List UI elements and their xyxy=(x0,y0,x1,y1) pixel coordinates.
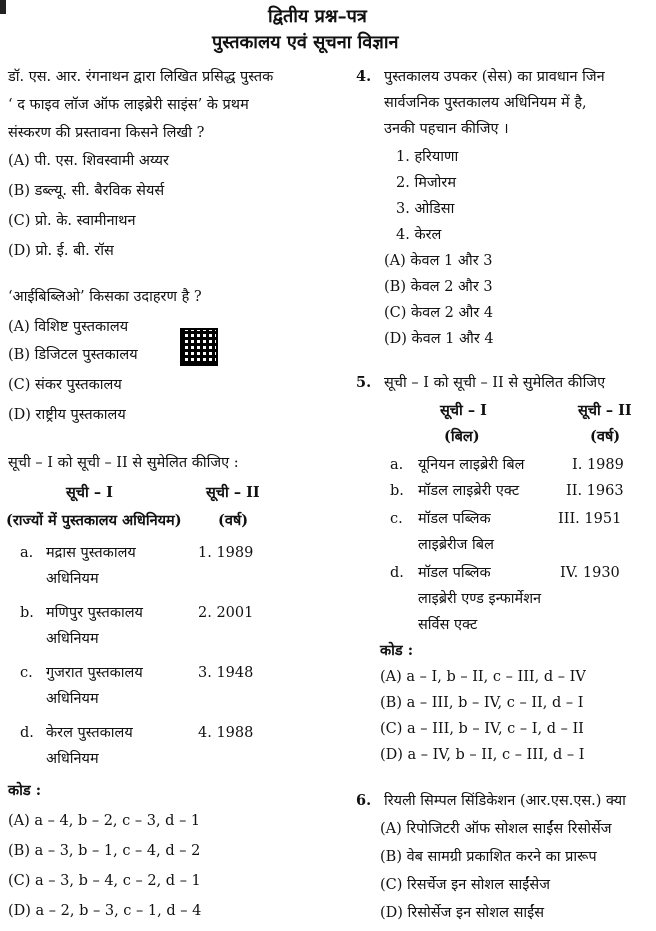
q5-row-b-text: मॉडल लाइब्रेरी एक्ट xyxy=(418,483,520,499)
q2-option-a: (A) पी. एस. शिवस्वामी अय्यर xyxy=(8,153,169,169)
q5-row-d-text: मॉडल पब्लिक xyxy=(418,565,491,581)
q2-option-c: (C) प्रो. के. स्वामीनाथन xyxy=(8,213,136,229)
q3-option-d: (D) राष्ट्रीय पुस्तकालय xyxy=(8,407,126,423)
qr-code-icon xyxy=(180,328,218,366)
match-left-row-c-text2: अधिनियम xyxy=(46,691,99,707)
q4-line-1: पुस्तकालय उपकर (सेस) का प्रावधान जिन xyxy=(384,69,605,85)
q6-option-b: (B) वेब सामग्री प्रकाशित करने का प्रारूप xyxy=(380,849,597,865)
page-corner-mark xyxy=(0,0,6,14)
match-left-header-2: सूची – II xyxy=(206,484,260,501)
q5-row-d-text2: लाइब्रेरी एण्ड इन्फार्मेशन xyxy=(418,591,542,607)
match-left-row-c-letter: c. xyxy=(20,665,33,681)
q3-option-c: (C) संकर पुस्तकालय xyxy=(8,377,122,393)
match-left-row-b-letter: b. xyxy=(20,605,34,621)
q5-header-1: सूची – I xyxy=(440,402,487,419)
q5-row-a-text: यूनियन लाइब्रेरी बिल xyxy=(418,457,525,473)
match-left-row-b-text2: अधिनियम xyxy=(46,631,99,647)
q4-item-3: 3. ओडिसा xyxy=(396,201,455,217)
q5-subheader-2: (वर्ष) xyxy=(590,428,621,445)
q4-item-2: 2. मिजोरम xyxy=(396,175,456,191)
match-left-row-d-text2: अधिनियम xyxy=(46,751,99,767)
q4-line-3: उनकी पहचान कीजिए । xyxy=(384,121,509,137)
q4-number: 4. xyxy=(356,68,372,85)
q5-code-a: (A) a – I, b – II, c – III, d – IV xyxy=(380,669,586,685)
q5-row-c-year: III. 1951 xyxy=(558,511,622,527)
match-left-stem: सूची – I को सूची – II से सुमेलित कीजिए : xyxy=(8,455,239,471)
q3-option-b: (B) डिजिटल पुस्तकालय xyxy=(8,347,138,363)
q5-code-label: कोड : xyxy=(380,642,414,659)
match-left-row-d-year: 4. 1988 xyxy=(198,725,254,741)
q2-line-2: ‘ द फाइव लॉज ऑफ लाइब्रेरी साइंस’ के प्रथम xyxy=(8,97,249,113)
match-left-row-a-text2: अधिनियम xyxy=(46,571,99,587)
match-left-header-1: सूची – I xyxy=(66,484,113,501)
q2-option-d: (D) प्रो. ई. बी. रॉस xyxy=(8,243,114,259)
q5-row-b-letter: b. xyxy=(390,483,404,499)
match-left-subheader-1: (राज्यों में पुस्तकालय अधिनियम) xyxy=(6,512,182,529)
match-left-row-d-text: केरल पुस्तकालय xyxy=(46,725,133,741)
match-left-code-c: (C) a – 3, b – 4, c – 2, d – 1 xyxy=(8,873,201,889)
q6-option-d: (D) रिसोर्सेज इन सोशल साईंस xyxy=(380,905,545,921)
q5-code-c: (C) a – III, b – IV, c – I, d – II xyxy=(380,721,584,737)
match-left-row-a-year: 1. 1989 xyxy=(198,545,254,561)
q5-subheader-1: (बिल) xyxy=(444,428,480,445)
q5-row-a-letter: a. xyxy=(390,457,404,473)
match-left-row-b-text: मणिपुर पुस्तकालय xyxy=(46,605,143,621)
q4-option-a: (A) केवल 1 और 3 xyxy=(384,253,493,269)
q4-item-4: 4. केरल xyxy=(396,227,442,243)
q3-option-a: (A) विशिष्ट पुस्तकालय xyxy=(8,319,129,335)
q5-header-2: सूची – II xyxy=(578,402,632,419)
q5-row-d-letter: d. xyxy=(390,565,404,581)
q2-option-b: (B) डब्ल्यू. सी. बैरविक सेयर्स xyxy=(8,183,165,199)
q5-number: 5. xyxy=(356,374,372,391)
page-title: द्वितीय प्रश्न–पत्र xyxy=(268,6,367,27)
q5-row-c-letter: c. xyxy=(390,511,403,527)
q5-row-c-text2: लाइब्रेरीज बिल xyxy=(418,537,494,553)
q5-code-b: (B) a – III, b – IV, c – II, d – I xyxy=(380,695,584,711)
match-left-row-a-letter: a. xyxy=(20,545,34,561)
q4-option-d: (D) केवल 1 और 4 xyxy=(384,331,494,347)
q5-row-a-year: I. 1989 xyxy=(572,457,624,473)
q5-row-d-year: IV. 1930 xyxy=(560,565,620,581)
match-left-row-c-text: गुजरात पुस्तकालय xyxy=(46,665,143,681)
match-left-row-b-year: 2. 2001 xyxy=(198,605,254,621)
q4-option-b: (B) केवल 2 और 3 xyxy=(384,279,493,295)
q6-option-a: (A) रिपोजिटरी ऑफ सोशल साईंस रिसोर्सेज xyxy=(380,821,612,837)
q6-number: 6. xyxy=(356,792,372,809)
q2-line-1: डॉ. एस. आर. रंगनाथन द्वारा लिखित प्रसिद्ध पुस्तक xyxy=(8,69,274,85)
q5-row-d-text3: सर्विस एक्ट xyxy=(418,617,478,633)
q3-stem: ‘आईबिब्लिओ’ किसका उदाहरण है ? xyxy=(8,289,202,305)
q4-line-2: सार्वजनिक पुस्तकालय अधिनियम में है, xyxy=(384,95,587,111)
q6-option-c: (C) रिसर्चेज इन सोशल साईंसेज xyxy=(380,877,550,893)
match-left-code-d: (D) a – 2, b – 3, c – 1, d – 4 xyxy=(8,903,202,919)
match-left-subheader-2: (वर्ष) xyxy=(218,512,249,529)
q5-row-b-year: II. 1963 xyxy=(566,483,624,499)
match-left-row-d-letter: d. xyxy=(20,725,34,741)
match-left-row-a-text: मद्रास पुस्तकालय xyxy=(46,545,136,561)
match-left-code-label: कोड : xyxy=(8,782,42,799)
q5-code-d: (D) a – IV, b – II, c – III, d – I xyxy=(380,747,585,763)
match-left-row-c-year: 3. 1948 xyxy=(198,665,254,681)
match-left-code-a: (A) a – 4, b – 2, c – 3, d – 1 xyxy=(8,813,201,829)
q6-stem: रियली सिम्पल सिंडिकेशन (आर.एस.एस.) क्या xyxy=(384,793,626,809)
page-subtitle: पुस्तकालय एवं सूचना विज्ञान xyxy=(212,32,399,53)
q5-stem: सूची – I को सूची – II से सुमेलित कीजिए xyxy=(384,375,606,391)
q2-line-3: संस्करण की प्रस्तावना किसने लिखी ? xyxy=(8,125,205,141)
match-left-code-b: (B) a – 3, b – 1, c – 4, d – 2 xyxy=(8,843,201,859)
q4-option-c: (C) केवल 2 और 4 xyxy=(384,305,494,321)
q5-row-c-text: मॉडल पब्लिक xyxy=(418,511,491,527)
q4-item-1: 1. हरियाणा xyxy=(396,149,459,165)
